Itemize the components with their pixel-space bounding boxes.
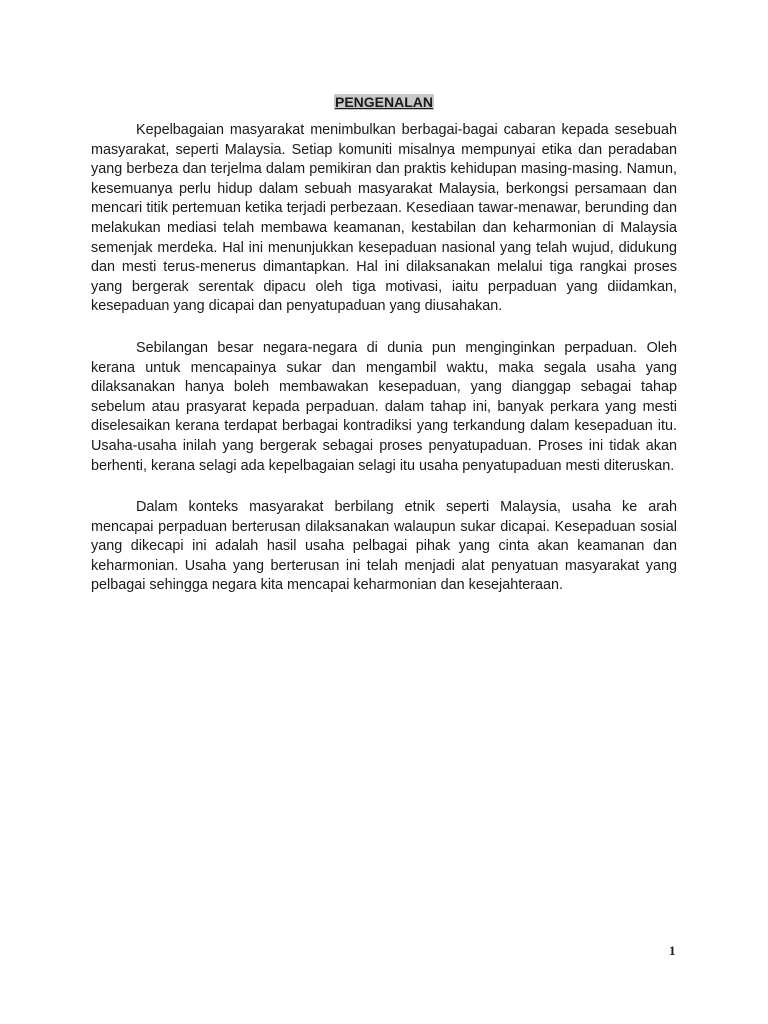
paragraph-2: Sebilangan besar negara-negara di dunia pun menginginkan perpaduan. Oleh kerana untuk mencapainya sukar dan mengambil waktu, maka segala usaha yang dilaksanakan hanya boleh membawakan kesepaduan, yang dianggap sebagai tahap sebelum atau prasyarat kepada perpaduan. dalam tahap ini, banyak perkara yang mesti diselesaikan kerana terdapat berbagai kontradiksi yang terkandung dalam kesepaduan itu. Usaha-usaha inilah yang bergerak sebagai proses penyatupaduan. Proses ini tidak akan berhenti, kerana selagi ada kepelbagaian selagi itu usaha penyatupaduan mesti diteruskan. — [91, 339, 677, 474]
page-title: PENGENALAN — [334, 94, 433, 110]
page-number: 1 — [669, 943, 676, 958]
paragraph-1: Kepelbagaian masyarakat menimbulkan berbagai-bagai cabaran kepada sesebuah masyarakat, seperti Malaysia. Setiap komuniti misalnya mempunyai etika dan peradaban yang berbeza dan terjelma dalam pemikiran dan praktis kehidupan masing-masing. Namun, kesemuanya perlu hidup dalam sebuah masyarakat Malaysia, berkongsi persamaan dan mencari titik pertemuan ketika terjadi perbezaan. Kesediaan tawar-menawar, berunding dan melakukan mediasi telah membawa keamanan, kestabilan dan keharmonian di Malaysia semenjak merdeka. Hal ini menunjukkan kesepaduan nasional yang telah wujud, didukung dan mesti terus-menerus dimantapkan. Hal ini dilaksanakan melalui tiga rangkai proses yang bergerak serentak dipacu oleh tiga motivasi, iaitu perpaduan yang diidamkan, kesepaduan yang dicapai dan penyatupaduan yang diusahakan. — [91, 122, 677, 315]
page-title-wrapper — [0, 93, 768, 111]
paragraph-3: Dalam konteks masyarakat berbilang etnik seperti Malaysia, usaha ke arah mencapai perpaduan berterusan dilaksanakan walaupun sukar dicapai. Kesepaduan sosial yang dikecapi ini adalah hasil usaha pelbagai pihak yang cinta akan keamanan dan keharmonian. Usaha yang berterusan ini telah menjadi alat penyatuan masyarakat yang pelbagai sehingga negara kita mencapai keharmonian dan kesejahteraan. — [91, 499, 677, 594]
body-text — [91, 121, 677, 618]
